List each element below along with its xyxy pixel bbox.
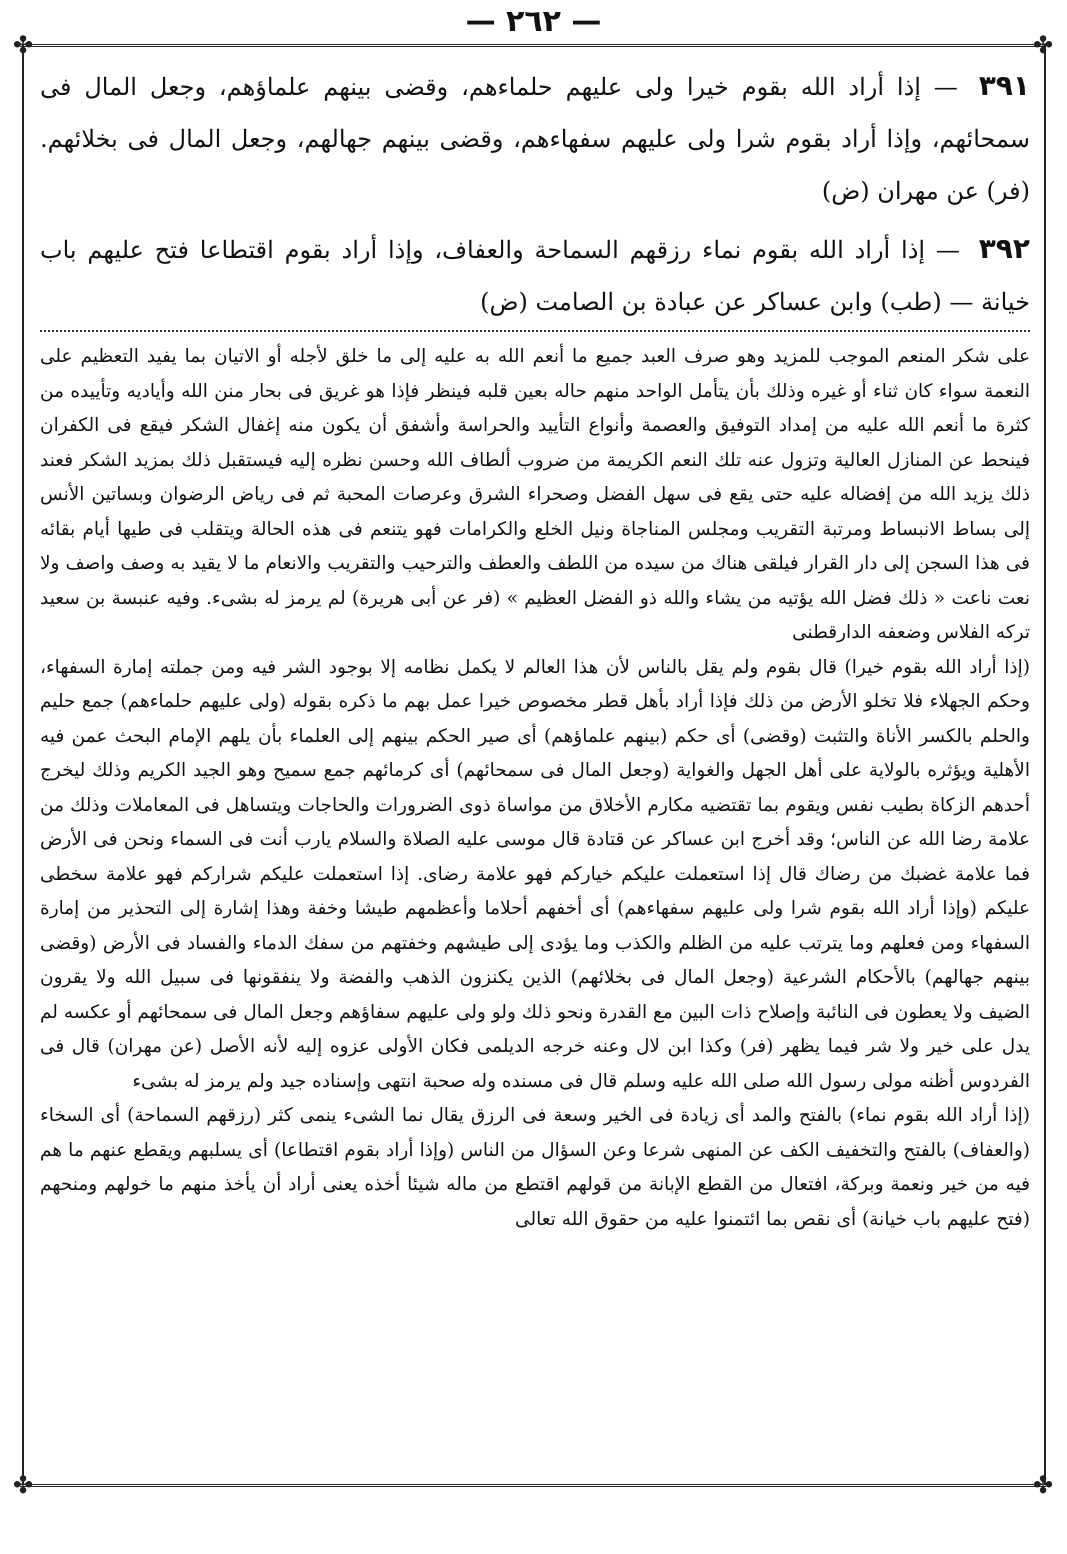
page-number: — ٢٦٢ — — [465, 4, 602, 39]
frame-bottom-rule — [20, 1484, 1046, 1487]
hadith-number: ٣٩١ — [978, 69, 1030, 102]
hadith-number: ٣٩٢ — [978, 232, 1030, 265]
corner-ornament-icon: ✤ — [12, 31, 34, 59]
commentary-paragraph: على شكر المنعم الموجب للمزيد وهو صرف العبد جميع ما أنعم الله به عليه إلى ما خلق لأجله أو الاتيان بما يفيد التعظيم على النعمة سواء كان ثناء أو غيره وذلك بأن يتأمل الواحد منهم حاله بعين قلبه فينظر فإذا هو غريق فى بحار منن الله وأياديه وتأييده من كثرة ما أنعم الله عليه من إمداد التوفيق والعصمة وأنواع التأييد والحراسة وأشفق أن يكون منه إغفال الشكر فيقع فى الكفران فينحط عن المنازل العالية وتزول عنه تلك النعم الكريمة من ضروب ألطاف الله وحسن نظره إليه فيستقبل ذلك بمزيد الشكر فعند ذلك يزيد الله من إفضاله عليه حتى يقع فى سهل الفضل وصحراء الشرق وعرصات المحبة ثم فى رياض الرضوان وبساتين الأنس إلى بساط الانبساط ومرتبة التقريب ومجلس المناجاة ونيل الخلع والكرامات فهو يتنعم فى هذه الحالة ويتقلب فى طيها أيام بقائه فى هذا السجن إلى دار القرار فيلقى هناك من سيده من اللطف والعطف والترحيب والتقريب والانعام ما لا يقيد به وصف واصف ولا نعت ناعت « ذلك فضل الله يؤتيه من يشاء والله ذو الفضل العظيم » (فر عن أبى هريرة) لم يرمز له بشىء. وفيه عنبسة بن سعيد تركه الفلاس وضعفه الدارقطنى — [40, 346, 1030, 643]
commentary-paragraph: (إذا أراد الله بقوم نماء) بالفتح والمد أى زيادة فى الخير وسعة فى الرزق يقال نما الشىء ينمى كثر (رزقهم السماحة) أى السخاء (والعفاف) بالفتح والتخفيف الكف عن المنهى شرعا وعن السؤال من الناس (وإذا أراد بقوم اقتطاعا) أى يسلبهم ويقطع عنهم ما هم فيه من خير ونعمة وبركة، افتعال من القطع الإبانة من قولهم اقتطع من ماله شيئا أخذه يعنى أراد أن يأخذ منهم ما خولهم ومنحهم (فتح عليهم باب خيانة) أى نقص بما ائتمنوا عليه من حقوق الله تعالى — [40, 1105, 1030, 1230]
hadith-source: (طب) وابن عساكر عن عبادة بن الصامت (ض) — [480, 288, 942, 316]
dotted-divider — [40, 330, 1030, 332]
hadith-entry — [40, 60, 1030, 217]
commentary-paragraph: (إذا أراد الله بقوم خيرا) قال بقوم ولم يقل بالناس لأن هذا العالم لا يكمل نظامه إلا بوجود الشر فيه ومن جملته إمارة السفهاء، وحكم الجهلاء فلا تخلو الأرض من ذلك فإذا أراد بأهل قطر مخصوص خيرا عمل بهم ما ذكره بقوله (ولى عليهم حلماءهم) جمع حليم والحلم بالكسر الأناة والتثبت (وقضى) أى حكم (بينهم علماؤهم) أى صير الحكم بينهم إلى العلماء بأن يلهم الإمام البحث عمن فيه الأهلية ويؤثره بالولاية على أهل الجهل والغواية (وجعل المال فى سمحائهم) أى كرمائهم جمع سميح وهو الجيد الكريم وذلك ليخرج أحدهم الزكاة بطيب نفس ويقوم بما تقتضيه مكارم الأخلاق من مواساة ذوى الضرورات والحاجات ويتساهل فى المعاملات وذلك من علامة رضا الله عن الناس؛ وقد أخرج ابن عساكر عن قتادة قال موسى عليه الصلاة والسلام يارب أنت فى السماء ونحن فى الأرض فما علامة غضبك من رضاك قال إذا استعملت عليكم خياركم فهو علامة رضاى. إذا استعملت عليكم شراركم فهو علامة سخطى عليكم (وإذا أراد الله بقوم شرا ولى عليهم سفهاءهم) أى أخفهم أحلاما وأعظمهم طيشا وخفة وهذا إشارة إلى التحذير من إمارة السفهاء ومن فعلهم وما يترتب عليه من الظلم والكذب وما يؤدى إلى طيشهم وخفتهم من سفك الدماء والفساد فى الأرض (وقضى بينهم جهالهم) بالأحكام الشرعية (وجعل المال فى بخلائهم) الذين يكنزون الذهب والفضة ولا ينفقونها فى سبيل الله ولا يقرون الضيف ولا يعطون فى النائبة وإصلاح ذات البين مع القدرة ونحو ذلك ولو ولى عليهم سفاؤهم وجعل المال فى سمحائهم أو عكسه لم يدل على خير ولا شر فيما يظهر (فر) وكذا ابن لال وعنه خرجه الديلمى فكان الأولى عزوه إليه لأنه الأصل (عن مهران) قال فى الفردوس أظنه مولى رسول الله صلى الله عليه وسلم قال فى مسنده وله صحبة انتهى وإسناده جيد ولم يرمز له بشىء — [40, 656, 1030, 1092]
corner-ornament-icon: ✤ — [1032, 31, 1054, 59]
corner-ornament-icon: ✤ — [12, 1471, 34, 1499]
hadith-entry — [40, 223, 1030, 328]
commentary-section — [40, 340, 1030, 1237]
hadith-text: — إذا أراد الله بقوم نماء رزقهم السماحة والعفاف، وإذا أراد بقوم اقتطاعا فتح عليهم باب خيانة — — [40, 236, 1030, 316]
hadith-source: (فر) عن مهران (ض) — [821, 177, 1030, 205]
corner-ornament-icon: ✤ — [1032, 1471, 1054, 1499]
hadith-text: — إذا أراد الله بقوم خيرا ولى عليهم حلماءهم، وقضى بينهم علماؤهم، وجعل المال فى سمحائهم، وإذا أراد بقوم شرا ولى عليهم سفهاءهم، وقضى بينهم جهالهم، وجعل المال فى بخلائهم. — [40, 73, 1030, 153]
hadith-section — [40, 60, 1030, 334]
